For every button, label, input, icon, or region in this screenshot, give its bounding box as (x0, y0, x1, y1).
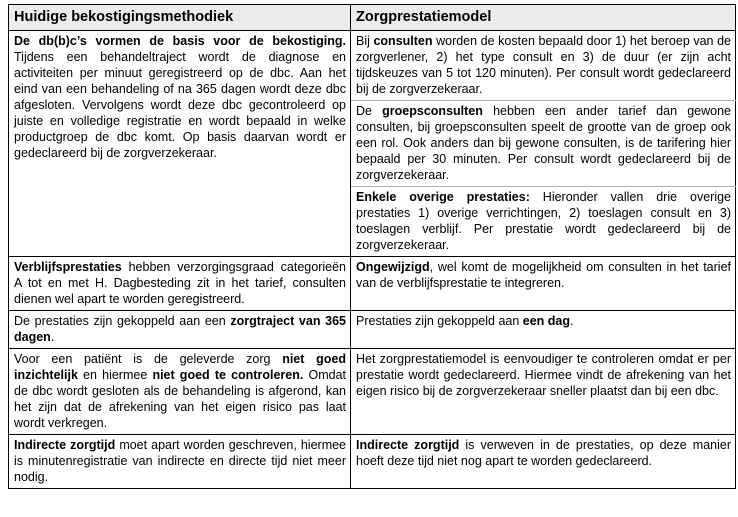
comparison-table (8, 4, 736, 489)
text: , wel komt de mogelijkheid om consulten in het tarief van de verblijfsprestatie te integreren. (356, 260, 731, 290)
bold-text: Indirecte zorgtijd (356, 438, 460, 452)
bold-text: Verblijfsprestaties (14, 260, 122, 274)
text: hebben verzorgingsgraad categorieën A tot en met H. Dagbesteding zit in het tarief, consulten dienen wel apart te worden geregistreerd. (14, 260, 346, 306)
table-header-row (9, 5, 736, 31)
bold-text: Ongewijzigd (356, 260, 430, 274)
bold-text: consulten (373, 34, 433, 48)
text: worden de kosten bepaald door 1) het beroep van de zorgverlener, 2) het type consult en 3) de duur (er zijn acht tijdskeuzes van 5 tot 120 minuten). Per consult wordt gedeclareerd bij de zorgverzekeraar. (356, 34, 731, 96)
cell-right (351, 311, 736, 349)
text: hebben een ander tarief dan gewone consulten, bij groepsconsulten speelt de grootte van de groep ook een rol. Ook anders dan bij gewone consulten, is de tarifering hier bepaald per 30 minuten. Per consult wordt gedeclareerd bij de zorgverzekeraar. (356, 104, 731, 182)
cell-left (9, 31, 351, 257)
table-row (9, 311, 736, 349)
text: . (570, 314, 574, 328)
cell-left (9, 435, 351, 489)
cell-left (9, 349, 351, 435)
text: Prestaties zijn gekoppeld aan (356, 314, 523, 328)
text: . (50, 330, 55, 344)
header-current-method: Huidige bekostigingsmethodiek (9, 5, 351, 31)
table-row (9, 31, 736, 101)
text: Tijdens een behandeltraject wordt de diagnose en activiteiten per minuut geregistreerd op de dbc. Aan het eind van een behandeling of na 365 dagen wordt deze dbc afgesloten. Vervolgens wordt deze dbc gecontroleerd op juiste en volledige registratie en wordt bepaald in welke productgroep de dbc komt. Op basis daarvan wordt er gedeclareerd bij de zorgverzekeraar. (14, 50, 346, 160)
text: moet apart worden geschreven, hiermee is minutenregistratie van indirecte en directe tijd niet meer nodig. (14, 438, 347, 484)
bold-text: groepsconsulten (382, 104, 483, 118)
bold-text: De db(b)c’s vormen de basis voor de bekostiging. (14, 34, 346, 48)
cell-left (9, 257, 351, 311)
table-row (9, 435, 736, 489)
cell-right (351, 349, 736, 435)
cell-right (351, 101, 736, 187)
text: De prestaties zijn gekoppeld aan een (14, 314, 231, 328)
bold-text: niet goed te controleren. (152, 368, 304, 382)
cell-right (351, 435, 736, 489)
text: Het zorgprestatiemodel is eenvoudiger te controleren omdat er per prestatie wordt gedeclareerd. Hiermee vindt de afrekening van het eigen risico bij de zorgverzekeraar sneller plaatst dan bij een dbc. (356, 352, 731, 398)
bold-text: niet goed inzichtelijk (14, 352, 346, 382)
text: Hieronder vallen drie overige prestaties 1) overige verrichtingen, 2) toeslagen consult en 3) toeslagen verblijf. Per prestatie wordt gedeclareerd bij de zorgverzekeraar. (356, 190, 731, 252)
text: en hiermee (77, 368, 153, 382)
table-row (9, 349, 736, 435)
cell-right (351, 187, 736, 257)
text: Voor een patiënt is de geleverde zorg (14, 352, 283, 366)
bold-text: een dag (522, 314, 571, 328)
table-row (9, 257, 736, 311)
text: Bij (356, 34, 374, 48)
header-care-performance-model: Zorgprestatiemodel (351, 5, 736, 31)
cell-right (351, 31, 736, 101)
cell-left (9, 311, 351, 349)
cell-right (351, 257, 736, 311)
text: Omdat de dbc wordt gesloten als de behandeling is afgerond, kan het zijn dat de afrekening van het eigen risico pas laat wordt verkregen. (14, 368, 346, 430)
text: De (356, 104, 383, 118)
bold-text: Indirecte zorgtijd (14, 438, 116, 452)
text: is verweven in de prestaties, op deze manier hoeft deze tijd niet nog apart te worden gedeclareerd. (356, 438, 731, 468)
bold-text: zorgtraject van 365 dagen (14, 314, 346, 344)
bold-text: Enkele overige prestaties: (356, 190, 530, 204)
